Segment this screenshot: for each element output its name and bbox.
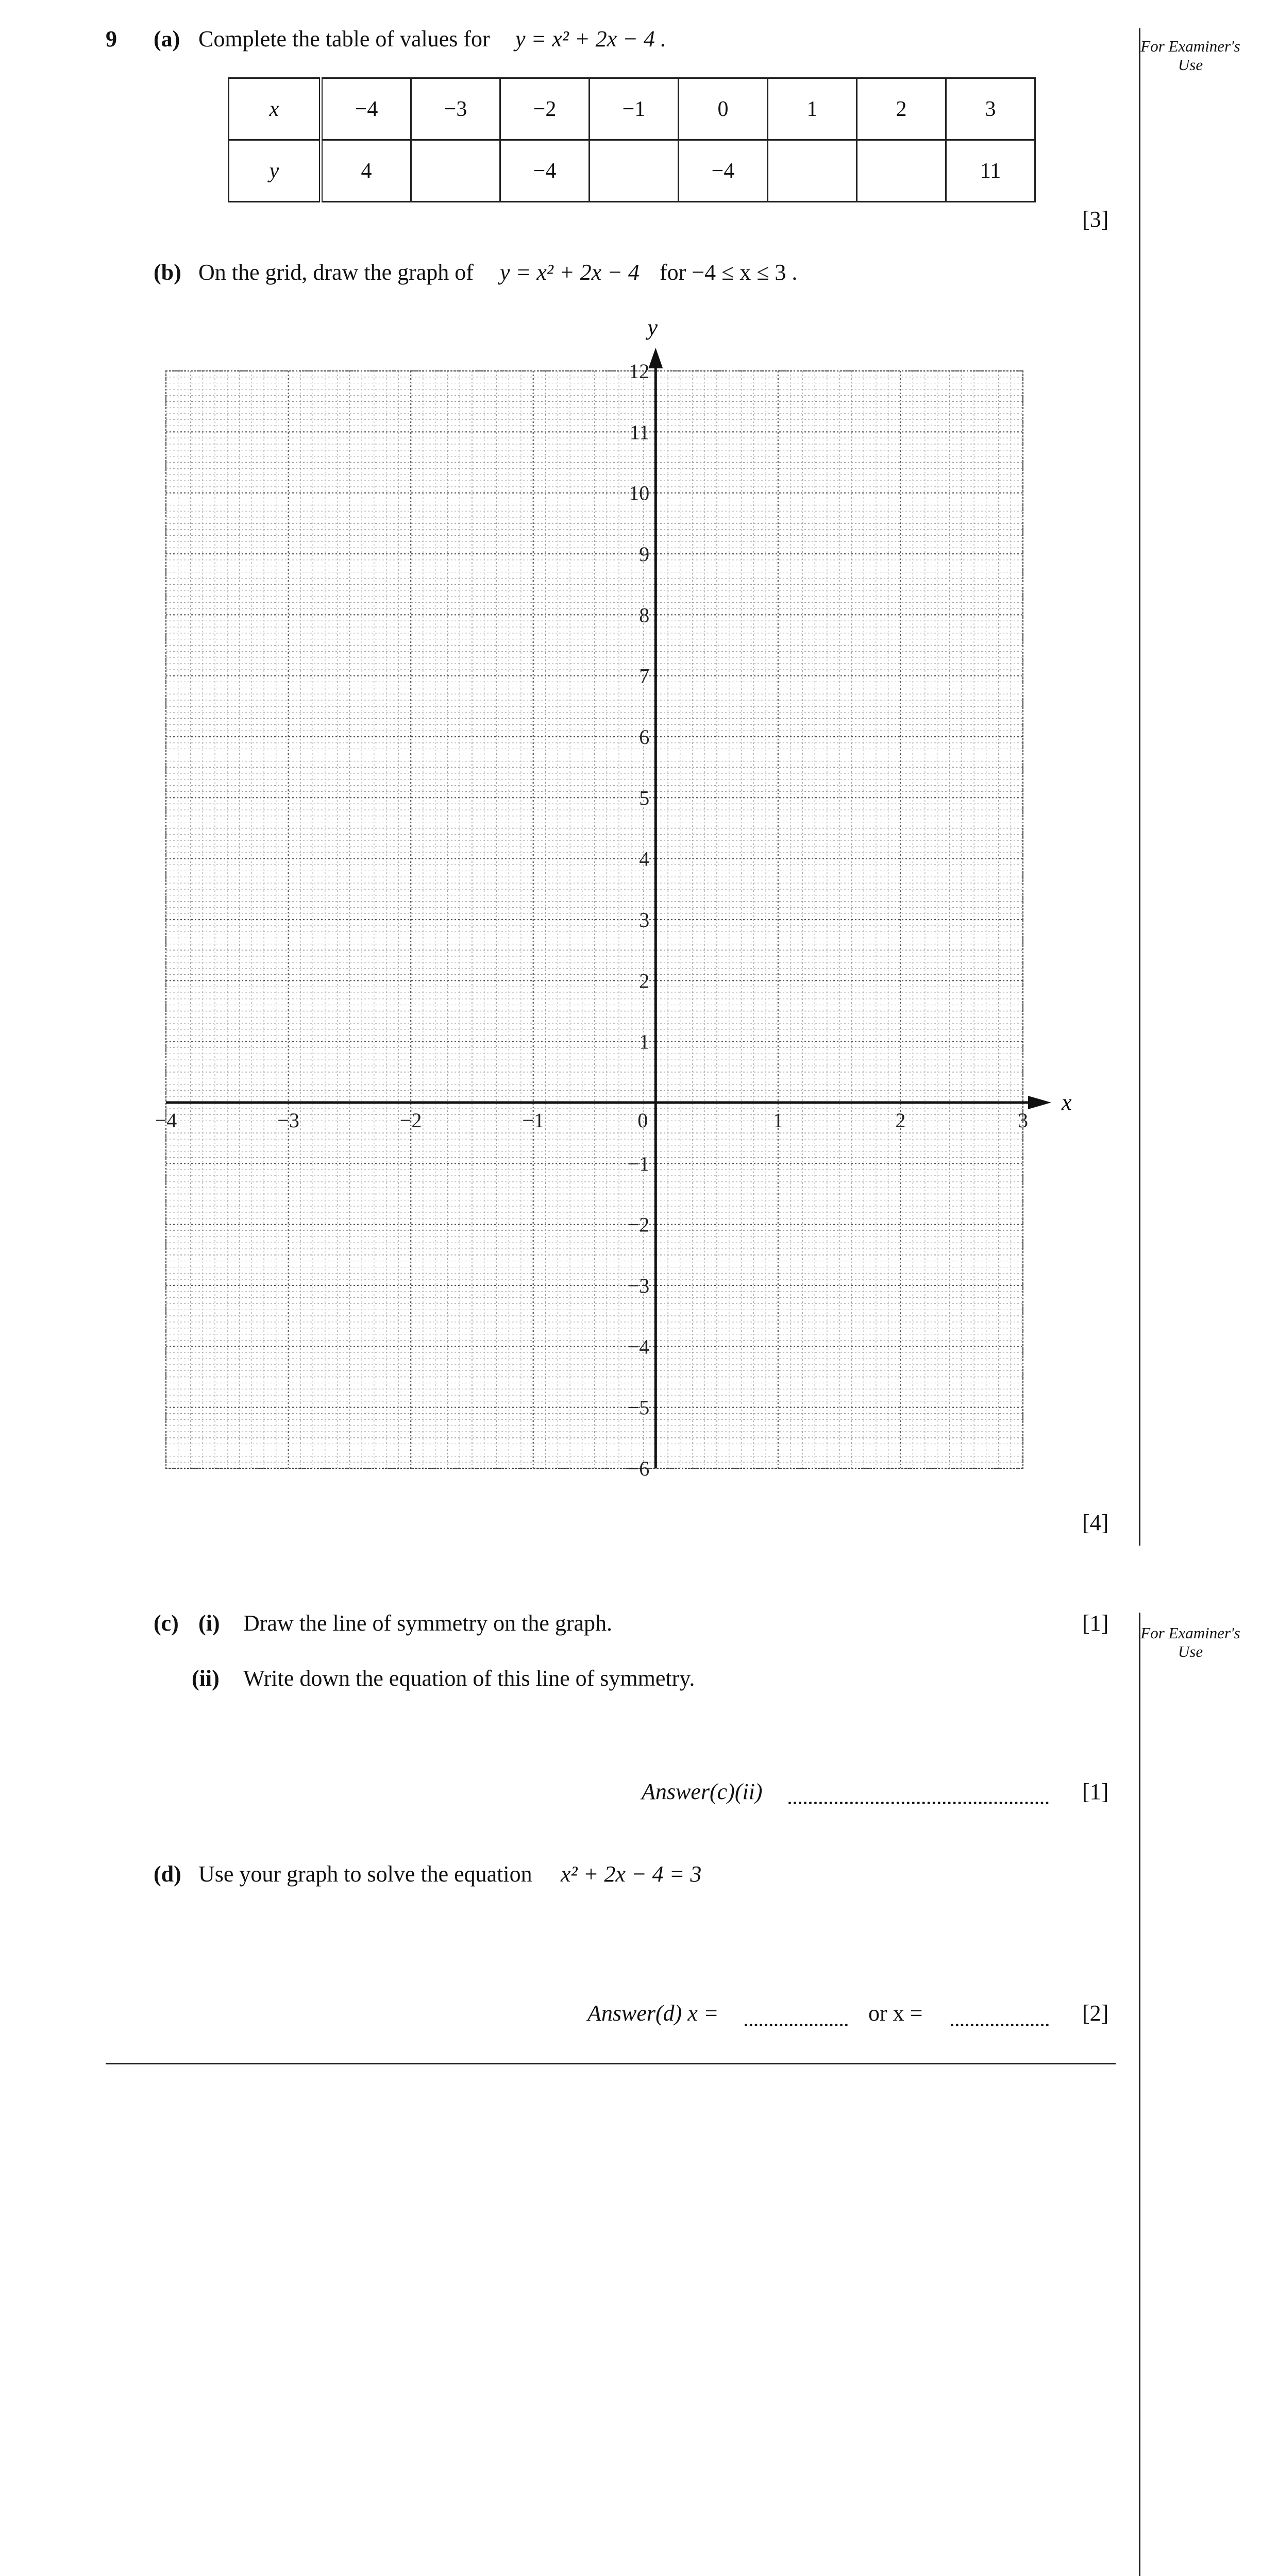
table-cell: 3 [946, 78, 1035, 140]
y-tick-label: 12 [629, 360, 650, 383]
part-c-i-label: (i) [198, 1611, 220, 1636]
y-tick-label: −3 [627, 1274, 650, 1297]
table-cell: −4 [679, 140, 768, 202]
table-cell: 4 [321, 140, 411, 202]
graph-grid[interactable] [129, 309, 1221, 1494]
part-a-equation: y = x² + 2x − 4 . [515, 26, 666, 52]
table-cell: −4 [321, 78, 411, 140]
x-tick-label: −3 [277, 1109, 299, 1132]
table-cell: −4 [500, 140, 590, 202]
part-c-i-marks: [1] [1082, 1611, 1109, 1636]
part-a-text: Complete the table of values for [198, 26, 490, 52]
part-d-label: (d) [154, 1861, 181, 1887]
question-number: 9 [106, 26, 117, 52]
y-tick-label: 8 [639, 603, 650, 627]
table-cell: 0 [679, 78, 768, 140]
x-tick-label: 3 [1018, 1109, 1028, 1132]
part-a-label: (a) [154, 26, 180, 52]
table-of-values [228, 77, 1036, 202]
part-b-domain: for −4 ≤ x ≤ 3 . [660, 260, 798, 285]
y-tick-label: 4 [639, 847, 650, 871]
part-c-ii-label: (ii) [192, 1666, 220, 1691]
y-tick-label: −4 [627, 1335, 650, 1359]
part-d-answer-line-1[interactable] [745, 2024, 848, 2026]
table-cell: −2 [500, 78, 590, 140]
x-tick-label: 0 [637, 1109, 648, 1132]
part-b-label: (b) [154, 260, 181, 285]
table-cell: −3 [411, 78, 500, 140]
part-d-text: Use your graph to solve the equation [198, 1861, 532, 1887]
table-cell: 2 [857, 78, 946, 140]
examiner-use-label: For Examiner's Use [1140, 37, 1240, 74]
part-a-marks: [3] [1082, 207, 1109, 232]
table-answer-cell[interactable] [411, 140, 500, 202]
y-tick-label: 9 [639, 543, 650, 566]
y-tick-label: 3 [639, 908, 650, 931]
part-d-or-label: or x = [868, 2001, 923, 2026]
table-cell: 11 [946, 140, 1035, 202]
x-tick-label: 1 [772, 1109, 783, 1132]
x-tick-label: −2 [399, 1109, 422, 1132]
table-cell: −1 [590, 78, 679, 140]
part-d-answer-label: Answer(d) x = [587, 2001, 719, 2026]
table-row-x [229, 78, 1035, 140]
y-tick-label: −1 [627, 1152, 650, 1176]
examiner-margin-line-bottom [1139, 1613, 1140, 2576]
examiner-use-label-2: For Examiner's Use [1140, 1624, 1240, 1660]
part-c-ii-answer-label: Answer(c)(ii) [642, 1779, 763, 1804]
y-tick-label: 5 [639, 786, 650, 810]
y-tick-label: 10 [629, 481, 650, 505]
y-tick-label: −2 [627, 1213, 650, 1236]
part-d-equation: x² + 2x − 4 = 3 [561, 1861, 702, 1887]
table-cell: 1 [768, 78, 857, 140]
part-c-ii-marks: [1] [1082, 1779, 1109, 1804]
part-c-i-text: Draw the line of symmetry on the graph. [243, 1611, 613, 1636]
y-tick-label: 2 [639, 969, 650, 993]
y-tick-label: 11 [629, 420, 650, 444]
x-axis-arrow [1028, 1096, 1051, 1109]
part-d-answer-line-2[interactable] [951, 2024, 1049, 2026]
table-answer-cell[interactable] [857, 140, 946, 202]
y-tick-label: 6 [639, 725, 650, 749]
part-d-marks: [2] [1082, 2001, 1109, 2026]
table-answer-cell[interactable] [590, 140, 679, 202]
x-tick-label: −4 [155, 1109, 177, 1132]
x-tick-label: 2 [895, 1109, 906, 1132]
table-header-x: x [229, 78, 321, 140]
x-axis-label: x [1062, 1090, 1072, 1115]
table-row-y [229, 140, 1035, 202]
part-c-label: (c) [154, 1611, 179, 1636]
part-c-ii-text: Write down the equation of this line of symmetry. [243, 1666, 695, 1691]
table-answer-cell[interactable] [768, 140, 857, 202]
y-tick-label: 1 [639, 1030, 650, 1054]
y-tick-label: −6 [627, 1457, 650, 1480]
y-tick-label: −5 [627, 1396, 650, 1419]
part-c-ii-answer-line[interactable] [788, 1802, 1049, 1804]
table-header-y: y [229, 140, 321, 202]
section-divider [106, 2063, 1116, 2064]
y-tick-label: 7 [639, 664, 650, 688]
y-axis-arrow [648, 348, 663, 368]
part-b-marks: [4] [1082, 1510, 1109, 1535]
x-tick-label: −1 [522, 1109, 544, 1132]
part-b-text: On the grid, draw the graph of [198, 260, 474, 285]
part-b-equation: y = x² + 2x − 4 [500, 260, 640, 285]
y-axis-label: y [647, 315, 658, 340]
